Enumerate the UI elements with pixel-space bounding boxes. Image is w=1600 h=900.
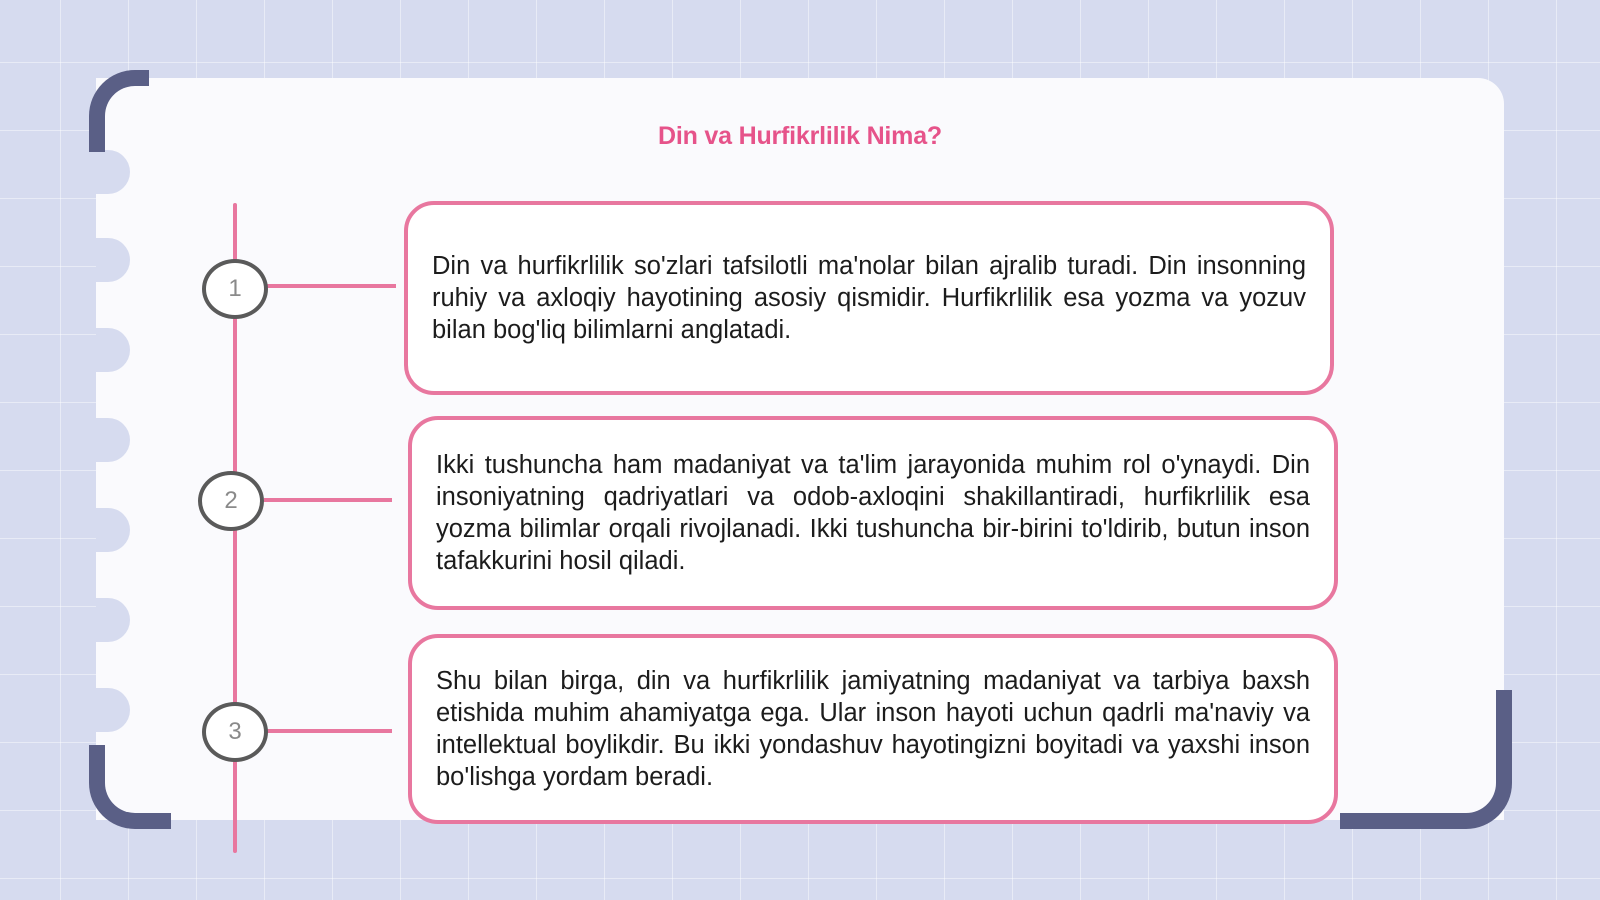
step-text: Shu bilan birga, din va hurfikrlilik jamiyatning madaniyat va tarbiya baxsh etishida muhim ahamiyatga ega. Ular inson hayoti uchun qadrli ma'naviy va intellektual boylikdir. Bu ikki yondashuv hayotingizni boyitadi va yaxshi inson bo'lishga yordam beradi.	[436, 667, 1310, 791]
timeline-connector	[266, 284, 396, 288]
corner-bracket-bottom-right	[1340, 690, 1512, 829]
step-number: 2	[224, 487, 238, 514]
step-number-circle	[202, 702, 268, 762]
timeline-connector	[266, 729, 392, 733]
step-text-box	[408, 416, 1338, 610]
step-number: 3	[228, 718, 242, 745]
timeline-connector	[264, 498, 392, 502]
step-number-circle	[198, 471, 264, 531]
step-number: 1	[228, 275, 242, 302]
step-number-circle	[202, 259, 268, 319]
step-text-box	[408, 634, 1338, 824]
step-text: Ikki tushuncha ham madaniyat va ta'lim jarayonida muhim rol o'ynaydi. Din insoniyatning qadriyatlari va odob-axloqini shakillantiradi, hurfikrlilik esa yozma bilimlar orqali rivojlanadi. Ikki tushuncha bir-birini to'ldirib, butun inson tafakkurini hosil qiladi.	[436, 451, 1310, 575]
step-text-box	[404, 201, 1334, 395]
slide-title: Din va Hurfikrlilik Nima?	[658, 122, 942, 150]
step-text: Din va hurfikrlilik so'zlari tafsilotli ma'nolar bilan ajralib turadi. Din insonning ruhiy va axloqiy hayotining asosiy qismidir. Hurfikrlilik esa yozma va yozuv bilan bog'liq bilimlarni anglatadi.	[432, 252, 1306, 344]
